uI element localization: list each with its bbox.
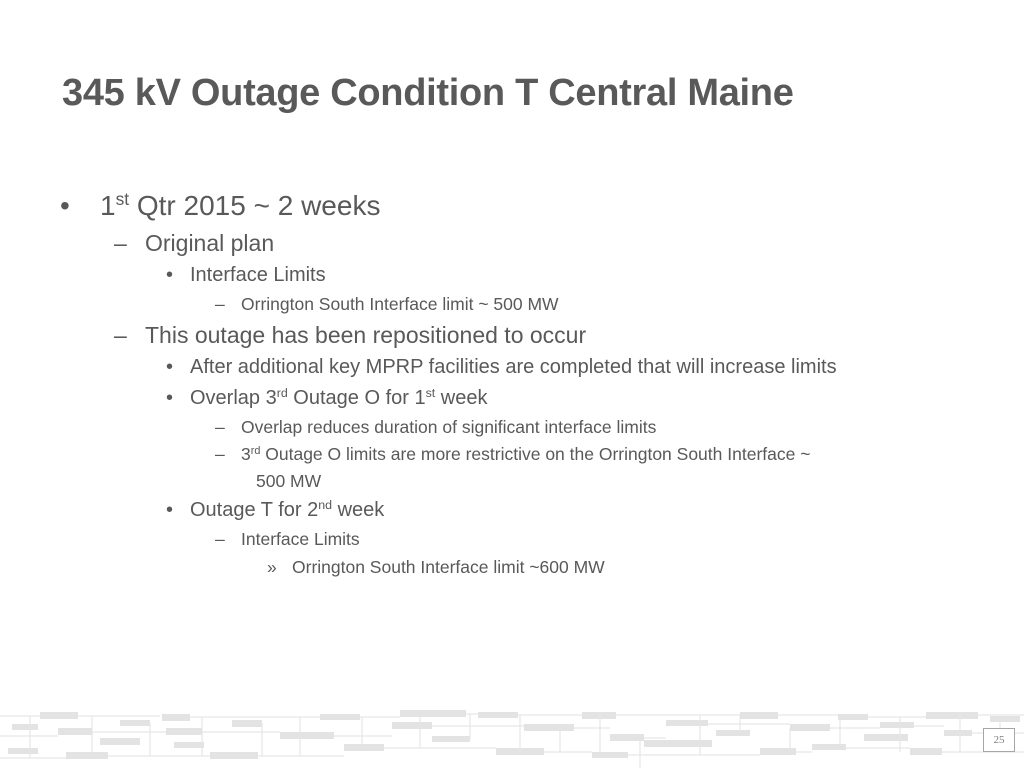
bullet-outage-t-2nd-week	[190, 499, 384, 522]
superscript: nd	[318, 498, 333, 513]
bullet-overlap-outage-o	[190, 387, 488, 410]
bullet-marker: –	[114, 322, 127, 348]
superscript: st	[115, 189, 130, 210]
bullet-outage-o-restrictive	[241, 444, 810, 465]
bullet-mprp-facilities: After additional key MPRP facilities are completed that will increase limits	[190, 356, 837, 378]
bullet-marker: –	[215, 529, 225, 549]
bullet-marker: •	[60, 190, 70, 221]
bullet-text: Outage O limits are more restrictive on the Orrington South Interface ~	[260, 444, 811, 464]
superscript: rd	[276, 386, 288, 401]
bullet-original-plan: Original plan	[145, 230, 275, 256]
bullet-orrington-600: Orrington South Interface limit ~600 MW	[292, 557, 605, 577]
bullet-interface-limits: Interface Limits	[190, 264, 326, 286]
bullet-marker: –	[215, 417, 225, 437]
bullet-marker: –	[215, 294, 225, 314]
bullet-overlap-reduces: Overlap reduces duration of significant interface limits	[241, 417, 657, 437]
bullet-text: 3	[241, 444, 251, 464]
bullet-text: Outage T for 2	[190, 499, 319, 521]
bullet-marker: •	[166, 356, 174, 378]
bullet-text: Overlap 3	[190, 387, 277, 409]
bullet-marker: •	[166, 387, 174, 409]
bullet-marker: »	[267, 557, 277, 577]
superscript: st	[425, 386, 436, 401]
slide-title: 345 kV Outage Condition T Central Maine	[62, 72, 794, 114]
bullet-text: Outage O for 1	[287, 387, 426, 409]
bullet-text: week	[435, 387, 488, 409]
superscript: rd	[250, 445, 261, 458]
bullet-marker: •	[166, 499, 174, 521]
bullet-text: week	[332, 499, 385, 521]
bullet-text: Qtr 2015 ~ 2 weeks	[129, 190, 381, 221]
page-number: 25	[983, 728, 1015, 752]
bullet-interface-limits-2: Interface Limits	[241, 529, 360, 549]
bullet-text: 1	[100, 190, 116, 221]
bullet-orrington-500: Orrington South Interface limit ~ 500 MW	[241, 294, 559, 314]
bullet-qtr-2015	[100, 190, 380, 222]
bullet-marker: –	[215, 444, 225, 464]
bullet-marker: –	[114, 230, 127, 256]
bullet-marker: •	[166, 264, 174, 286]
bullet-continuation: 500 MW	[256, 471, 322, 491]
footer-circuit-decoration	[0, 708, 1024, 768]
bullet-repositioned: This outage has been repositioned to occur	[145, 322, 587, 348]
